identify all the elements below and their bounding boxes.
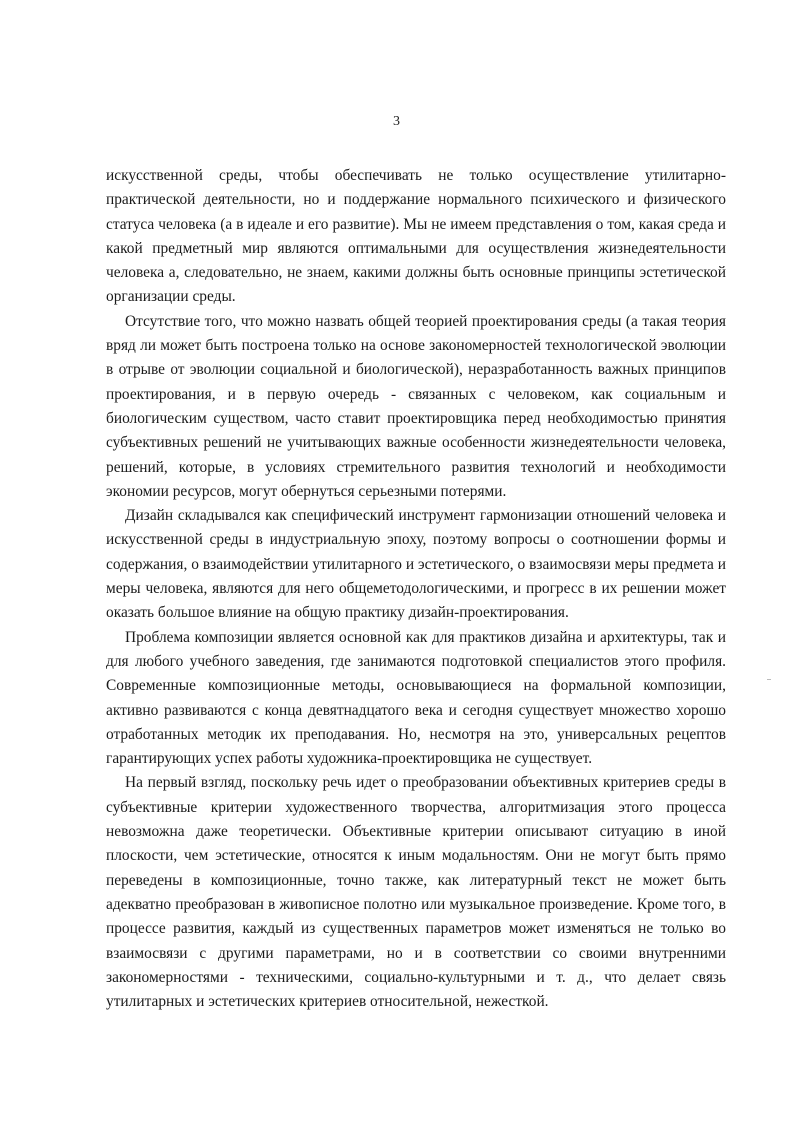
paragraph-continuation: искусственной среды, чтобы обеспечивать не только осуществление утилитарно-практической деятельности, но и поддержание нормального психического и физического статуса человека (а в идеале и его развитие). Мы не имеем представления о том, какая среда и какой предметный мир являются оптимальными для осуществления жизнедеятельности человека а, следовательно, не знаем, какими должны быть основные принципы эстетической организации среды. [106,167,726,306]
body-text [106,164,726,1014]
paragraph: Дизайн складывался как специфический инструмент гармонизации отношений человека и искусственной среды в индустриальную эпоху, поэтому вопросы о соотношении формы и содержания, о взаимодействии утилитарного и эстетического, о взаимосвязи меры предмета и меры человека, являются для него общеметодологическими, и прогресс в их решении может оказать большое влияние на общую практику дизайн-проектирования. [106,507,726,622]
paragraph: На первый взгляд, поскольку речь идет о преобразовании объективных критериев среды в субъективные критерии художественного творчества, алгоритмизация этого процесса невозможна даже теоретически. Объективные критерии описывают ситуацию в иной плоскости, чем эстетические, относятся к иным модальностям. Они не могут быть прямо переведены в композиционные, точно также, как литературный текст не может быть адекватно преобразован в живописное полотно или музыкальное произведение. Кроме того, в процессе развития, каждый из существенных параметров может изменяться не только во взаимосвязи с другими параметрами, но и в соответствии со своими внутренними закономерностями - техническими, социально-культурными и т. д., что делает связь утилитарных и эстетических критериев относительной, нежесткой. [106,774,726,1011]
page-number: 3 [393,114,400,129]
paragraph: Проблема композиции является основной как для практиков дизайна и архитектуры, так и для любого учебного заведения, где занимаются подготовкой специалистов этого профиля. Современные композиционные методы, основывающиеся на формальной композиции, активно развиваются с конца девятнадцатого века и сегодня существует множество хорошо отработанных методик их преподавания. Но, несмотря на это, универсальных рецептов гарантирующих успех работы художника-проектировщика не существует. [106,628,726,768]
scan-artifact [767,679,771,680]
paragraph: Отсутствие того, что можно назвать общей теорией проектирования среды (а такая теория вряд ли может быть построена только на основе закономерностей технологической эволюции в отрыве от эволюции социальной и биологической), неразработанность важных принципов проектирования, и в первую очередь - связанных с человеком, как социальным и биологическим существом, часто ставит проектировщика перед необходимостью принятия субъективных решений не учитывающих важные особенности жизнедеятельности человека, решений, которые, в условиях стремительного развития технологий и необходимости экономии ресурсов, могут обернуться серьезными потерями. [106,312,726,500]
